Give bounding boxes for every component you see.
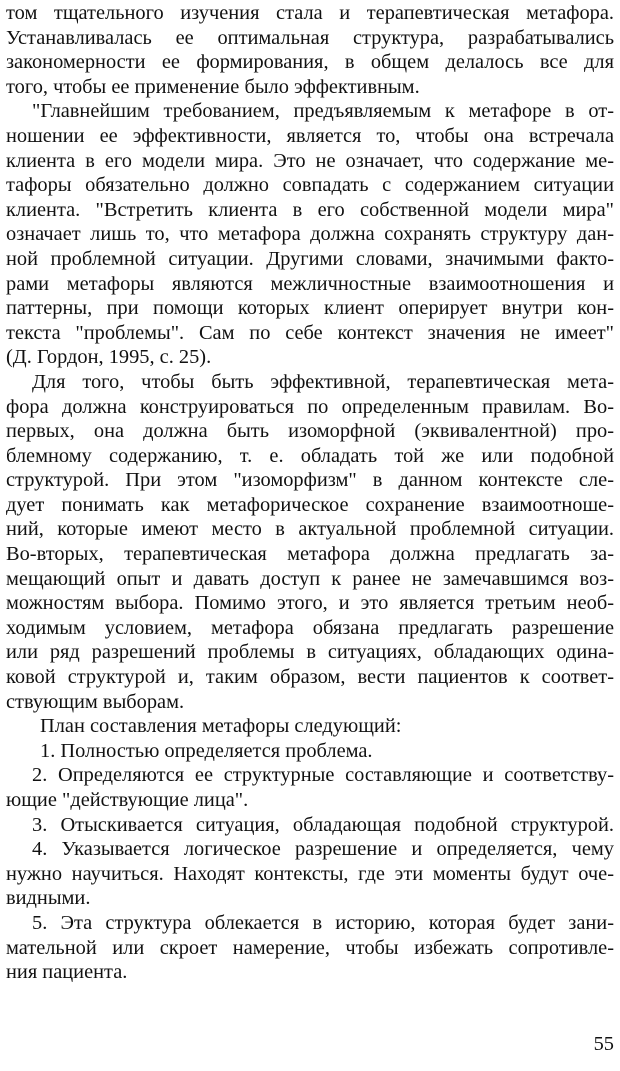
text-line: фора должна конструироваться по определенным правилам. Во- bbox=[6, 395, 614, 418]
text-line: рами метафоры являются межличностные взаимоотношения и bbox=[6, 272, 614, 295]
text-line: тафоры обязательно должно совпадать с содержанием ситуации bbox=[6, 174, 614, 197]
text-line: нужно научиться. Находят контексты, где эти моменты будут оче- bbox=[6, 862, 614, 885]
text-line: 2. Определяются ее структурные составляющие и соответству- bbox=[32, 764, 614, 787]
text-line: можностям выбора. Помимо этого, и это является третьим необ- bbox=[6, 592, 614, 615]
text-line: ния пациента. bbox=[6, 961, 128, 984]
text-line: блемному содержанию, т. е. обладать той же или подобной bbox=[6, 444, 614, 467]
text-line: ний, которые имеют место в актуальной проблемной ситуации. bbox=[6, 518, 614, 541]
text-line: дует понимать как метафорическое сохранение взаимоотноше- bbox=[6, 493, 614, 516]
text-line: 5. Эта структура облекается в историю, которая будет зани- bbox=[32, 911, 614, 934]
text-line: 4. Указывается логическое разрешение и определяется, чему bbox=[32, 838, 614, 861]
text-line: ходимым условием, метафора обязана предлагать разрешение bbox=[6, 616, 614, 639]
text-line: первых, она должна быть изоморфной (эквивалентной) про- bbox=[6, 420, 614, 443]
text-line: Устанавливалась ее оптимальная структура, разрабатывались bbox=[6, 26, 614, 49]
body-text bbox=[6, 1, 614, 985]
text-line: ковой структурой и, таким образом, вести пациентов к соответ- bbox=[6, 666, 614, 689]
text-line: видными. bbox=[6, 887, 91, 910]
text-line: клиента в его модели мира. Это не означает, что содержание ме- bbox=[6, 149, 614, 172]
text-line: ствующим выборам. bbox=[6, 690, 185, 713]
text-line: Во-вторых, терапевтическая метафора должна предлагать за- bbox=[6, 543, 614, 566]
text-line: текста "проблемы". Сам по себе контекст значения не имеет" bbox=[6, 321, 614, 344]
text-line: 3. Отыскивается ситуация, обладающая подобной структурой. bbox=[32, 813, 614, 836]
text-line: План составления метафоры следующий: bbox=[40, 715, 402, 738]
text-line: ношении ее эффективности, является то, чтобы она встречала bbox=[6, 124, 614, 147]
text-line: том тщательного изучения стала и терапевтическая метафора. bbox=[6, 2, 614, 24]
text-line: закономерности ее формирования, в общем делалось все для bbox=[6, 51, 614, 74]
text-line: паттерны, при помощи которых клиент оперирует внутри кон- bbox=[6, 297, 614, 320]
text-line: структурой. При этом "изоморфизм" в данном контексте сле- bbox=[6, 469, 614, 492]
text-line: клиента. "Встретить клиента в его собственной модели мира" bbox=[6, 198, 614, 221]
page-number: 55 bbox=[593, 1033, 614, 1055]
text-line: 1. Полностью определяется проблема. bbox=[40, 739, 373, 762]
text-line: "Главнейшим требованием, предъявляемым к метафоре в от- bbox=[32, 100, 614, 123]
text-line: того, чтобы ее применение было эффективным. bbox=[6, 75, 420, 98]
text-line: ющие "действующие лица". bbox=[6, 789, 249, 811]
text-line: Для того, чтобы быть эффективной, терапевтическая мета- bbox=[32, 370, 614, 393]
text-line: означает лишь то, что метафора должна сохранять структуру дан- bbox=[6, 223, 614, 246]
text-line: или ряд разрешений проблемы в ситуациях, обладающих одина- bbox=[6, 641, 614, 664]
text-line: ной проблемной ситуации. Другими словами, значимыми факто- bbox=[6, 247, 614, 270]
text-line: мещающий опыт и давать доступ к ранее не замечавшимся воз- bbox=[6, 567, 614, 590]
text-line: (Д. Гордон, 1995, с. 25). bbox=[6, 346, 212, 369]
text-line: мательной или скроет намерение, чтобы избежать сопротивле- bbox=[6, 936, 614, 959]
